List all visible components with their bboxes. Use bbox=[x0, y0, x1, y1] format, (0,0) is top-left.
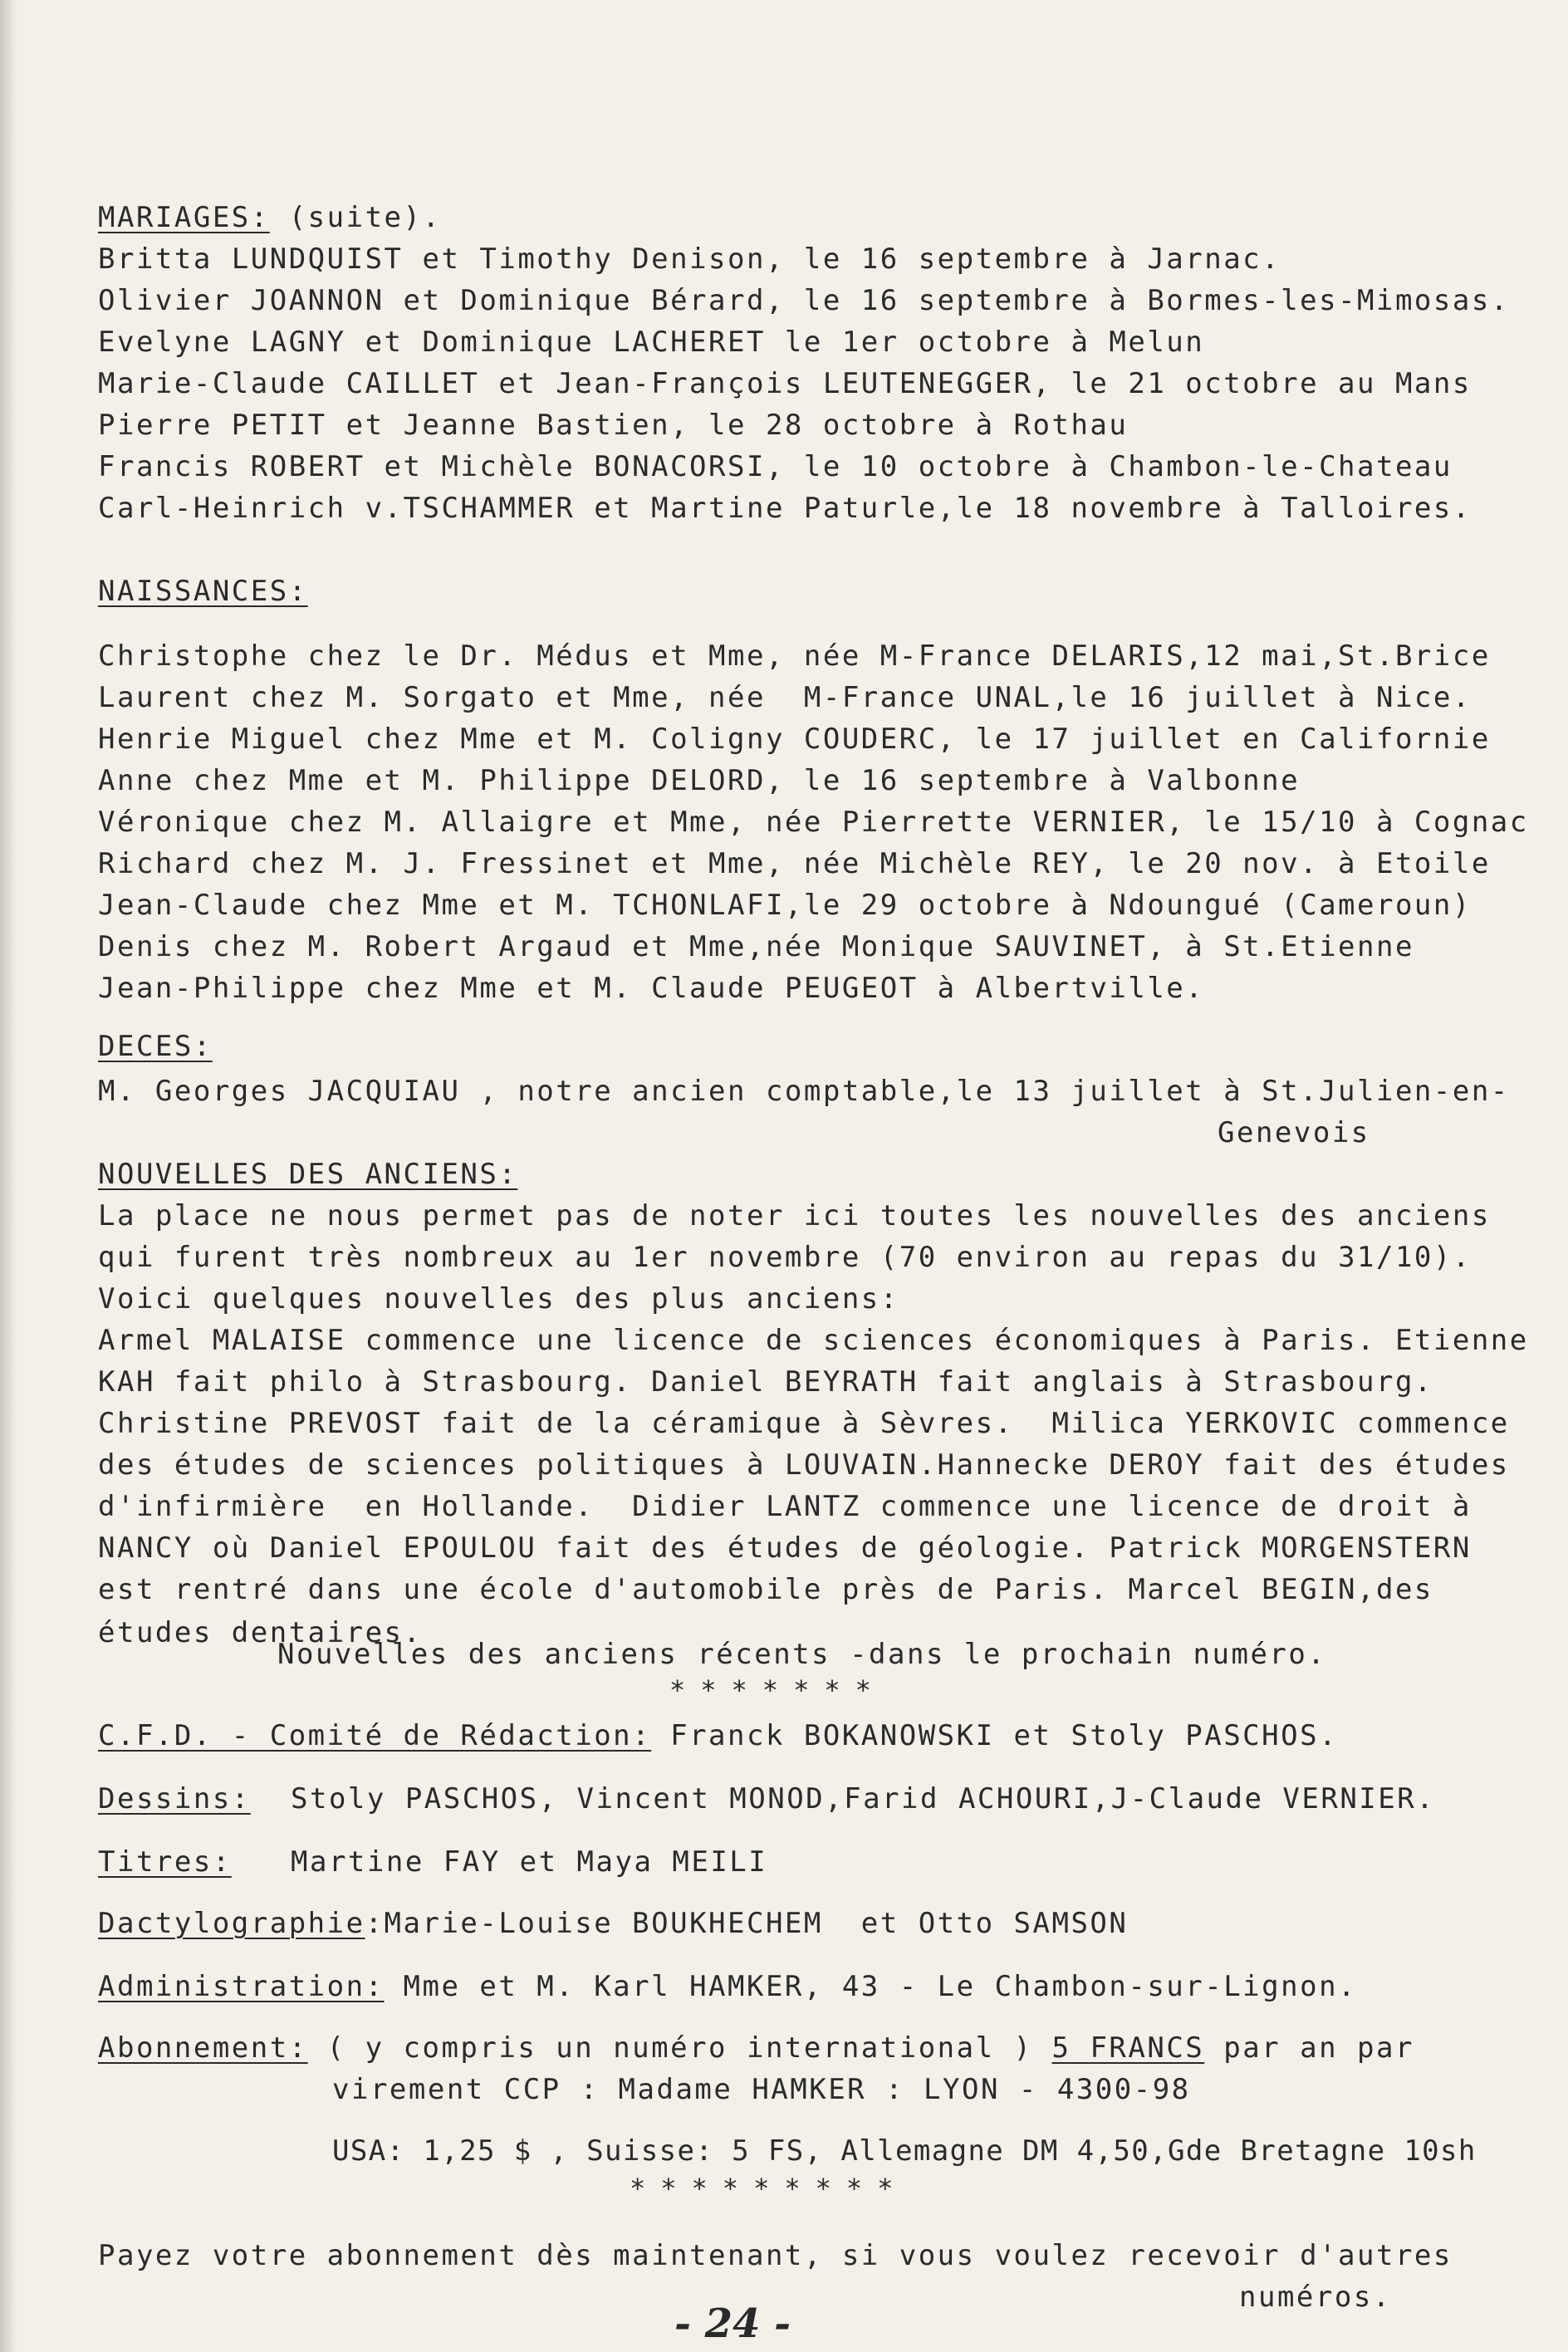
dactylo-line bbox=[98, 1907, 1128, 1940]
mariage-entry: Britta LUNDQUIST et Timothy Denison, le 16 septembre à Jarnac. bbox=[98, 243, 1281, 276]
naissance-entry: Jean-Philippe chez Mme et M. Claude PEUGEOT à Albertville. bbox=[98, 972, 1205, 1005]
nouvelles-paragraph-line: qui furent très nombreux au 1er novembre (70 environ au repas du 31/10). bbox=[98, 1241, 1472, 1274]
admin-line bbox=[98, 1970, 1357, 2003]
cfd-value: Franck BOKANOWSKI et Stoly PASCHOS. bbox=[651, 1719, 1339, 1752]
nouvelles-paragraph-line: des études de sciences politiques à LOUVAIN.Hannecke DEROY fait des études bbox=[98, 1448, 1510, 1482]
naissance-entry: Christophe chez le Dr. Médus et Mme, née M-France DELARIS,12 mai,St.Brice bbox=[98, 639, 1491, 673]
admin-value: Mme et M. Karl HAMKER, 43 - Le Chambon-sur-Lignon. bbox=[384, 1970, 1358, 2003]
abonnement-price: 5 FRANCS bbox=[1051, 2031, 1205, 2065]
nouvelles-heading: NOUVELLES DES ANCIENS: bbox=[98, 1158, 518, 1191]
footer-reminder: Payez votre abonnement dès maintenant, si vous voulez recevoir d'autres bbox=[98, 2239, 1453, 2272]
nouvelles-heading-line bbox=[98, 1158, 517, 1191]
page-edge-shadow bbox=[0, 0, 18, 2352]
mariage-entry: Carl-Heinrich v.TSCHAMMER et Martine Paturle,le 18 novembre à Talloires. bbox=[98, 492, 1472, 525]
nouvelles-paragraph-line: études dentaires. bbox=[98, 1616, 423, 1649]
dessins-label-line bbox=[98, 1782, 251, 1815]
nouvelles-paragraph-line: Voici quelques nouvelles des plus anciens: bbox=[98, 1282, 899, 1316]
mariages-heading: MARIAGES: bbox=[98, 201, 270, 234]
cfd-line bbox=[98, 1719, 1338, 1752]
naissance-entry: Denis chez M. Robert Argaud et Mme,née Monique SAUVINET, à St.Etienne bbox=[98, 930, 1414, 963]
mariage-entry: Evelyne LAGNY et Dominique LACHERET le 1er octobre à Melun bbox=[98, 326, 1205, 359]
deces-entry-continuation: Genevois bbox=[1218, 1116, 1370, 1149]
naissance-entry: Jean-Claude chez Mme et M. TCHONLAFI,le 29 octobre à Ndoungué (Cameroun) bbox=[98, 889, 1472, 922]
titres-value: Martine FAY et Maya MEILI bbox=[291, 1845, 768, 1879]
abonnement-text-end: par an par bbox=[1204, 2031, 1414, 2065]
naissance-entry: Véronique chez M. Allaigre et Mme, née Pierrette VERNIER, le 15/10 à Cognac bbox=[98, 806, 1529, 839]
titres-label: Titres: bbox=[98, 1845, 232, 1879]
nouvelles-paragraph-line: NANCY où Daniel EPOULOU fait des études de géologie. Patrick MORGENSTERN bbox=[98, 1531, 1472, 1565]
naissance-entry: Richard chez M. J. Fressinet et Mme, née Michèle REY, le 20 nov. à Etoile bbox=[98, 847, 1491, 880]
mariages-heading-line bbox=[98, 201, 441, 234]
mariage-entry: Pierre PETIT et Jeanne Bastien, le 28 octobre à Rothau bbox=[98, 409, 1129, 442]
nouvelles-paragraph-line: KAH fait philo à Strasbourg. Daniel BEYRATH fait anglais à Strasbourg. bbox=[98, 1365, 1433, 1399]
dactylo-value: :Marie-Louise BOUKHECHEM et Otto SAMSON bbox=[365, 1907, 1129, 1940]
nouvelles-paragraph-line: d'infirmière en Hollande. Didier LANTZ commence une licence de droit à bbox=[98, 1490, 1472, 1523]
nouvelles-paragraph-line: Christine PREVOST fait de la céramique à Sèvres. Milica YERKOVIC commence bbox=[98, 1407, 1510, 1440]
abonnement-label: Abonnement: bbox=[98, 2031, 308, 2065]
abonnement-ccp-line: virement CCP : Madame HAMKER : LYON - 4300-98 bbox=[332, 2073, 1191, 2106]
section-separator-stars: ******* bbox=[669, 1674, 886, 1706]
naissance-entry: Henrie Miguel chez Mme et M. Coligny COUDERC, le 17 juillet en Californie bbox=[98, 723, 1491, 756]
admin-label: Administration: bbox=[98, 1970, 385, 2003]
nouvelles-paragraph-line: La place ne nous permet pas de noter ici toutes les nouvelles des anciens bbox=[98, 1199, 1491, 1232]
deces-heading-line bbox=[98, 1030, 213, 1063]
section-separator-stars: ********* bbox=[630, 2173, 909, 2204]
abonnement-line bbox=[98, 2031, 1414, 2065]
titres-label-line bbox=[98, 1845, 232, 1879]
naissances-heading: NAISSANCES: bbox=[98, 575, 308, 608]
naissance-entry: Laurent chez M. Sorgato et Mme, née M-France UNAL,le 16 juillet à Nice. bbox=[98, 681, 1472, 714]
footer-reminder-continuation: numéros. bbox=[1239, 2281, 1392, 2314]
abonnement-text: ( y compris un numéro international ) bbox=[307, 2031, 1052, 2065]
mariage-entry: Olivier JOANNON et Dominique Bérard, le 16 septembre à Bormes-les-Mimosas. bbox=[98, 284, 1510, 317]
nouvelles-paragraph-line: Armel MALAISE commence une licence de sciences économiques à Paris. Etienne bbox=[98, 1324, 1529, 1357]
mariages-heading-suffix: (suite). bbox=[269, 201, 442, 234]
cfd-label: C.F.D. - Comité de Rédaction: bbox=[98, 1719, 652, 1752]
deces-entry: M. Georges JACQUIAU , notre ancien comptable,le 13 juillet à St.Julien-en- bbox=[98, 1075, 1510, 1108]
page-number: - 24 - bbox=[674, 2301, 791, 2347]
naissances-heading-line bbox=[98, 575, 308, 608]
mariage-entry: Francis ROBERT et Michèle BONACORSI, le 10 octobre à Chambon-le-Chateau bbox=[98, 450, 1453, 483]
abonnement-foreign-prices: USA: 1,25 $ , Suisse: 5 FS, Allemagne DM 4,50,Gde Bretagne 10sh bbox=[332, 2134, 1477, 2168]
naissance-entry: Anne chez Mme et M. Philippe DELORD, le 16 septembre à Valbonne bbox=[98, 764, 1301, 797]
nouvelles-paragraph-line: est rentré dans une école d'automobile près de Paris. Marcel BEGIN,des bbox=[98, 1573, 1433, 1606]
deces-heading: DECES: bbox=[98, 1030, 213, 1063]
nouvelles-overtyped-line: Nouvelles des anciens récents -dans le prochain numéro. bbox=[277, 1638, 1327, 1671]
dessins-label: Dessins: bbox=[98, 1782, 251, 1815]
mariage-entry: Marie-Claude CAILLET et Jean-François LEUTENEGGER, le 21 octobre au Mans bbox=[98, 367, 1472, 400]
dessins-value: Stoly PASCHOS, Vincent MONOD,Farid ACHOURI,J-Claude VERNIER. bbox=[291, 1782, 1436, 1815]
dactylo-label: Dactylographie bbox=[98, 1907, 365, 1940]
